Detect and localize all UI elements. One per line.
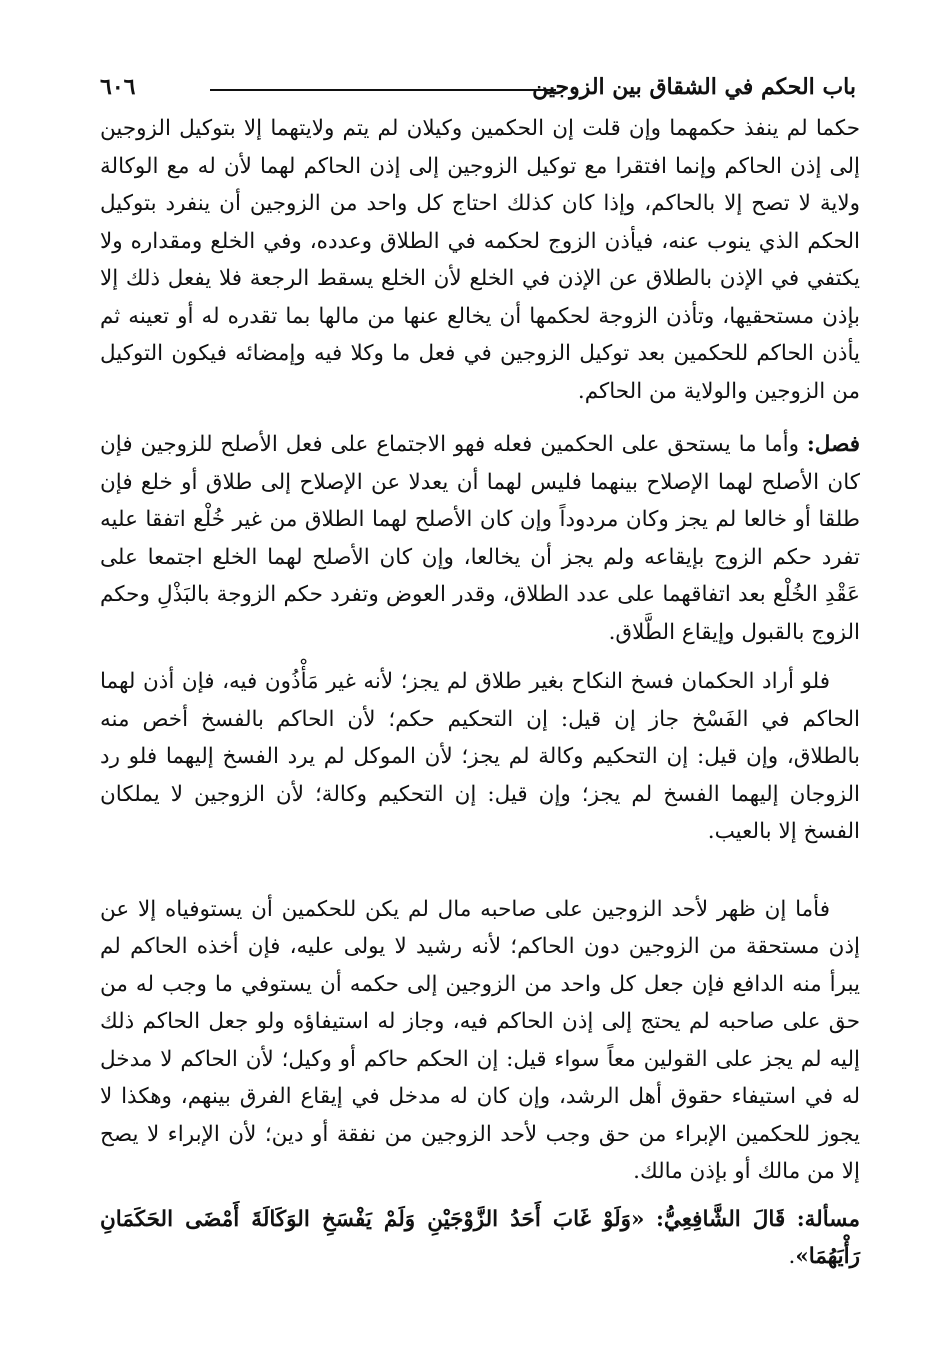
paragraph — [100, 426, 860, 651]
paragraph — [100, 891, 860, 1191]
paragraph — [100, 1201, 860, 1276]
paragraph-text: حكما لم ينفذ حكمهما وإن قلت إن الحكمين وكيلان لم يتم ولايتهما إلا بتوكيل الزوجين إلى إذن الحاكم وإنما افتقرا مع توكيل الزوجين إلى إذن الحاكم لهما لأن له مع الوكالة ولاية لا تصح إلا بالحاكم، وإذا كان كذلك احتاج كل واحد من الزوجين أن ينفرد بتوكيل الحكم الذي ينوب عنه، فيأذن الزوج لحكمه في الطلاق وعدده، وفي الخلع ومقداره ولا يكتفي في الإذن بالطلاق عن الإذن في الخلع لأن الخلع يسقط الرجعة فلا يفعل ذلك إلا بإذن مستحقيها، وتأذن الزوجة لحكمها أن يخالع عنها من مالها بما تقدره له أو تعينه ثم يأذن الحاكم للحكمين بعد توكيل الزوجين في فعل ما وكلا فيه وإمضائه فيكون التوكيل من الزوجين والولاية من الحاكم. — [100, 116, 860, 404]
section-label: فصل: — [806, 432, 860, 457]
paragraph — [100, 110, 860, 410]
paragraph-text: فأما إن ظهر لأحد الزوجين على صاحبه مال لم يكن للحكمين أن يستوفياه إلا عن إذن مستحقة من الزوجين دون الحاكم؛ لأنه رشيد لا يولى عليه، فإن أخذه الحاكم لم يبرأ منه الدافع فإن جعل كل واحد من الزوجين إلى حكمه أن يستوفي ما وجب له من حق على صاحبه لم يحتج إلى إذن الحاكم فيه، وجاز له استيفاؤه ولو جعل الحاكم ذلك إليه لم يجز على القولين معاً سواء قيل: إن الحكم حاكم أو وكيل؛ لأن الحاكم لا مدخل له في استيفاء حقوق أهل الرشد، وإن كان له مدخل في إيقاع الفرق بينهم، وهكذا لا يجوز للحكمين الإبراء من حق وجب لأحد الزوجين من نفقة أو دين؛ لأن الإبراء لا يصح إلا من مالك أو بإذن مالك. — [100, 896, 860, 1184]
paragraph-end: . — [788, 1244, 796, 1269]
speaker: قَالَ الشَّافِعِيُّ: — [655, 1206, 786, 1232]
quotation: «وَلَوْ غَابَ أَحَدُ الزَّوْجَيْنِ وَلَمْ يَفْسَخِ الوَكَالَةَ أَمْضَى الحَكَمَانِ رَأْيَهُمَا» — [100, 1206, 860, 1269]
paragraph-text: فلو أراد الحكمان فسخ النكاح بغير طلاق لم يجز؛ لأنه غير مَأْذُون فيه، فإن أذن لهما الحاكم في الفَسْخ جاز إن قيل: إن التحكيم حكم؛ لأن الحاكم بالفسخ أخص منه بالطلاق، وإن قيل: إن التحكيم وكالة لم يجز؛ لأن الموكل لم يرد الفسخ إليهما فلو رد الزوجان إليهما الفسخ لم يجز؛ وإن قيل: إن التحكيم وكالة؛ لأن الزوجين لا يملكان الفسخ إلا بالعيب. — [100, 669, 860, 844]
main-text — [100, 110, 860, 1276]
page-header — [100, 70, 856, 110]
page-number: ٦٠٦ — [100, 74, 136, 100]
header-rule — [210, 89, 556, 91]
chapter-title: باب الحكم في الشقاق بين الزوجين — [532, 74, 856, 100]
paragraph — [100, 663, 860, 851]
issue-label: مسألة: — [796, 1206, 860, 1232]
paragraph-text: وأما ما يستحق على الحكمين فعله فهو الاجتماع على فعل الأصلح للزوجين فإن كان الأصلح لهما الإصلاح بينهما فليس لهما أن يعدلا عن الإصلاح إلى طلاق أو خلع فإن طلقا أو خالعا لم يجز وكان مردوداً وإن كان الأصلح لهما الطلاق من غير خُلْع اتفقا عليه تفرد حكم الزوج بإيقاعه ولم يجز أن يخالعا، وإن كان الأصلح لهما الخلع اجتمعا على عَقْدِ الخُلْع بعد اتفاقهما على عدد الطلاق، وقدر العوض وتفرد حكم الزوجة بالبَذْلِ وحكم الزوج بالقبول وإيقاع الطَّلاق. — [100, 432, 860, 645]
